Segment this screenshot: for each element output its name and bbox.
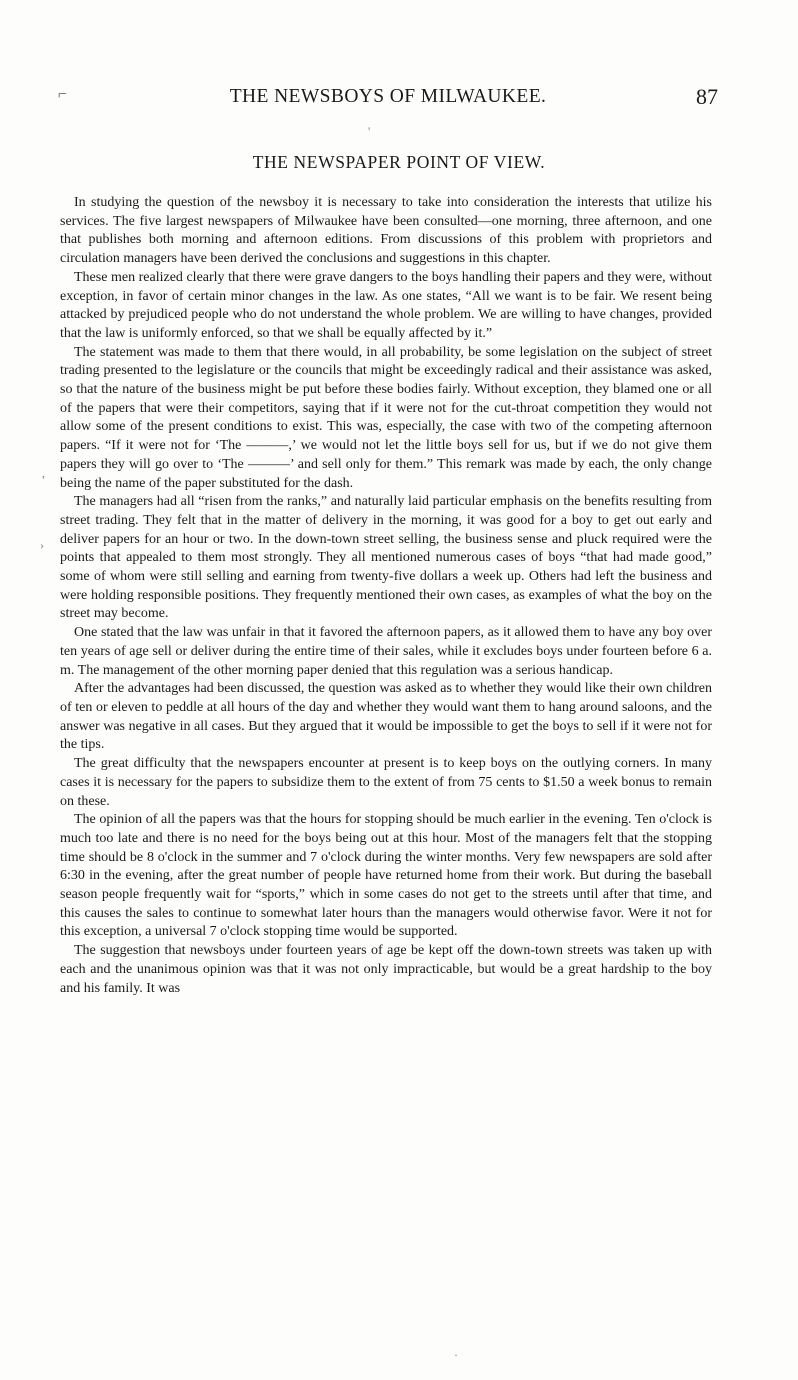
paragraph: The opinion of all the papers was that the hours for stopping should be much earlier in the evening. Ten o'clock is much too late and there is no need for the boys being out at this hour. Most of the managers felt that the stopping time should be 8 o'clock in the summer and 7 o'clock during the winter months. Very few newspapers are sold after 6:30 in the evening, after the great number of people have returned home from their work. But during the baseball season people frequently wait for “sports,” which in some cases do not get to the streets until after that time, and this causes the sales to continue to somewhat later hours than the managers would otherwise favor. Were it not for this exception, a universal 7 o'clock stopping time would be supported.: [60, 812, 712, 940]
body-text: [60, 194, 712, 998]
running-head: [58, 86, 718, 116]
paragraph: In studying the question of the newsboy it is necessary to take into consideration the interests that utilize his services. The five largest newspapers of Milwaukee have been consulted—one morning, three afternoon, and one that publishes both morning and afternoon editions. From discussions of this problem with proprietors and circulation managers have been derived the conclusions and suggestions in this chapter.: [60, 195, 712, 267]
paragraph: The statement was made to them that there would, in all probability, be some legislation on the subject of street trading presented to the legislature or the councils that might be exceedingly radical and their assistance was asked, so that the nature of the business might be put before these bodies fairly. Without exception, they blamed one or all of the papers that were their competitors, saying that if it were not for the cut-throat competition they would not allow some of the present conditions to exist. This was, especially, the case with two of the competing afternoon papers. “If it were not for ‘The ———,’ we would not let the little boys sell for us, but if we do not give them papers they will go over to ‘The ———’ and sell only for them.” This remark was made by each, the only change being the name of the paper substituted for the dash.: [60, 344, 712, 491]
paragraph: The great difficulty that the newspapers encounter at present is to keep boys on the outlying corners. In many cases it is necessary for the papers to subsidize them to the extent of from 75 cents to $1.50 a week bonus to remain on these.: [60, 756, 712, 809]
corner-mark: ⌐: [58, 86, 68, 103]
paragraph: The managers had all “risen from the ranks,” and naturally laid particular emphasis on the benefits resulting from street trading. They felt that in the matter of delivery in the morning, it was good for a boy to get out early and deliver papers for an hour or two. In the down-town street selling, the business sense and pluck required were the points that appealed to them most strongly. They all mentioned numerous cases of boys “that had made good,” some of whom were still selling and earning from twenty-five dollars a week up. Others had left the business and were holding responsible positions. They frequently mentioned their own cases, as examples of what the boy on the street may become.: [60, 494, 712, 622]
stray-mark: ,: [42, 466, 45, 480]
stray-mark: ': [368, 124, 371, 138]
section-title: THE NEWSPAPER POINT OF VIEW.: [252, 152, 546, 172]
paragraph: The suggestion that newsboys under fourteen years of age be kept off the down-town streets was taken up with each and the unanimous opinion was that it was not only impracticable, but would be a great hardship to the boy and his family. It was: [60, 943, 712, 996]
paragraph: These men realized clearly that there were grave dangers to the boys handling their papers and they were, without exception, in favor of certain minor changes in the law. As one states, “All we want is to be fair. We resent being attacked by prejudiced people who do not understand the whole problem. We are willing to have changes, provided that the law is uniformly enforced, so that we shall be equally affected by it.”: [60, 269, 712, 341]
page-number: 87: [696, 84, 718, 109]
stray-mark: ›: [40, 538, 44, 552]
paragraph: After the advantages had been discussed, the question was asked as to whether they would like their own children of ten or eleven to peddle at all hours of the day and whether they would want them to hang around saloons, and the answer was negative in all cases. But they argued that it would be impossible to get the boys to sell if it were not for the tips.: [60, 681, 712, 753]
stray-mark: ·: [454, 1348, 458, 1362]
paragraph: One stated that the law was unfair in that it favored the afternoon papers, as it allowed them to have any boy over ten years of age sell or deliver during the entire time of their sales, while it excludes boys under fourteen before 6 a. m. The management of the other morning paper denied that this regulation was a serious handicap.: [60, 625, 712, 678]
running-title: THE NEWSBOYS OF MILWAUKEE.: [229, 86, 547, 107]
